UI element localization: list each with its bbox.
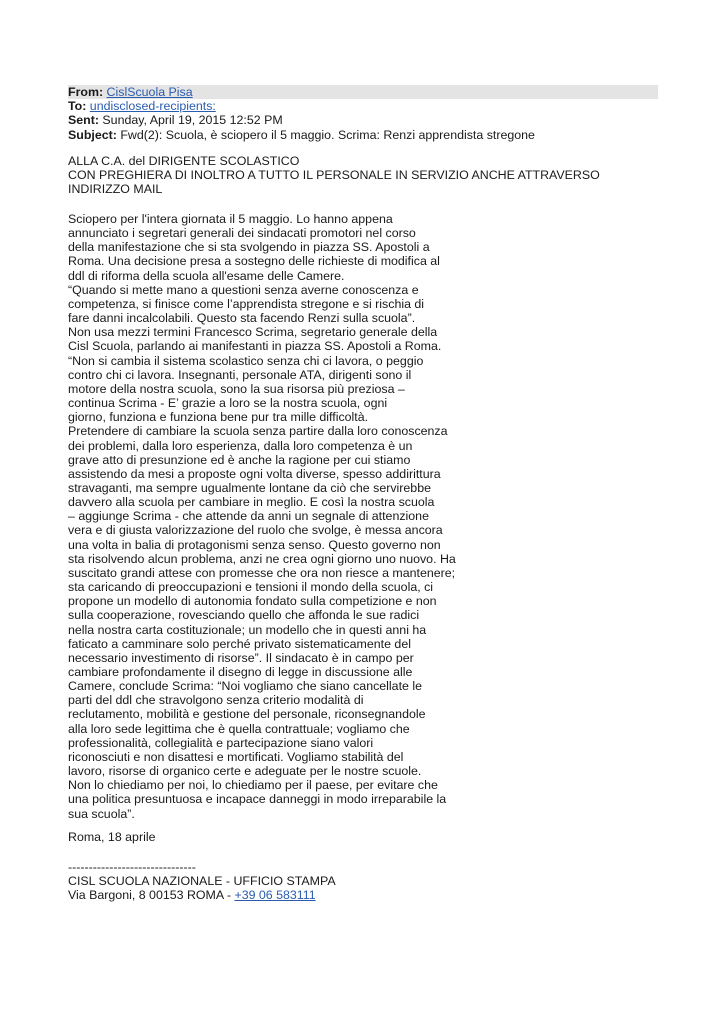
body-line: della manifestazione che si sta svolgendo in piazza SS. Apostoli a bbox=[68, 240, 430, 255]
body-line: contro chi ci lavora. Insegnanti, personale ATA, dirigenti sono il bbox=[68, 367, 412, 382]
body-line: necessario investimento di risorse”. Il sindacato è in campo per bbox=[68, 650, 414, 665]
body-line: suscitato grandi attese con promesse che ora non riesce a mantenere; bbox=[68, 565, 456, 580]
body-line: Camere, conclude Scrima: “Noi vogliamo che siano cancellate le bbox=[68, 679, 422, 694]
notice-line: CON PREGHIERA DI INOLTRO A TUTTO IL PERSONALE IN SERVIZIO ANCHE ATTRAVERSO bbox=[68, 168, 600, 183]
message-body bbox=[68, 212, 468, 821]
to-label: To: bbox=[68, 99, 90, 114]
body-line: una politica presuntuosa e incapace danneggi in modo irreparabile la bbox=[68, 792, 447, 807]
to-row bbox=[68, 99, 658, 113]
signature-address-row bbox=[68, 888, 336, 902]
body-line: vera e di giusta valorizzazione del ruolo che svolge, è messa ancora bbox=[68, 523, 443, 538]
from-row bbox=[68, 85, 658, 99]
sent-row bbox=[68, 113, 658, 127]
body-line: giorno, funziona e funziona bene pur tra mille difficoltà. bbox=[68, 410, 369, 425]
body-line: nella nostra carta costituzionale; un modello che in questi anni ha bbox=[68, 622, 427, 637]
body-line: una volta in balia di protagonismi senza senso. Questo governo non bbox=[68, 537, 441, 552]
notice-block bbox=[68, 154, 668, 197]
body-line: Cisl Scuola, parlando ai manifestanti in piazza SS. Apostoli a Roma. bbox=[68, 339, 442, 354]
body-line: riconosciuti e non disattesi e mortificati. Vogliamo stabilità del bbox=[68, 749, 404, 764]
body-line: – aggiunge Scrima - che attende da anni un segnale di attenzione bbox=[68, 509, 429, 524]
body-line: motore della nostra scuola, sono la sua risorsa più preziosa – bbox=[68, 381, 405, 396]
body-line: dei problemi, dalla loro esperienza, dalla loro competenza è un bbox=[68, 438, 413, 453]
body-line: propone un modello di autonomia fondato sulla competizione e non bbox=[68, 594, 437, 609]
to-link[interactable]: undisclosed-recipients: bbox=[89, 99, 216, 114]
body-line: Non lo chiediamo per noi, lo chiediamo per il paese, per evitare che bbox=[68, 778, 438, 793]
body-line: faticato a camminare solo perché privato sistematicamente del bbox=[68, 636, 411, 651]
body-line: Sciopero per l'intera giornata il 5 maggio. Lo hanno appena bbox=[68, 212, 393, 226]
body-line: davvero alla scuola per cambiare in meglio. E così la nostra scuola bbox=[68, 495, 435, 510]
body-line: “Quando si mette mano a questioni senza averne conoscenza e bbox=[68, 282, 419, 297]
body-line: grave atto di presunzione ed è anche la ragione per cui stiamo bbox=[68, 452, 411, 467]
sent-value: Sunday, April 19, 2015 12:52 PM bbox=[102, 113, 283, 128]
body-line: Pretendere di cambiare la scuola senza partire dalla loro conoscenza bbox=[68, 424, 448, 439]
notice-line: INDIRIZZO MAIL bbox=[68, 182, 163, 197]
body-line: reclutamento, mobilità e gestione del personale, riconsegnandole bbox=[68, 707, 426, 722]
body-line: professionalità, collegialità e partecipazione siano valori bbox=[68, 735, 374, 750]
signature-address: Via Bargoni, 8 00153 ROMA - bbox=[68, 888, 235, 903]
body-line: annunciato i segretari generali dei sindacati promotori nel corso bbox=[68, 226, 416, 241]
email-header bbox=[68, 85, 658, 142]
signature-org: CISL SCUOLA NAZIONALE - UFFICIO STAMPA bbox=[68, 874, 336, 889]
subject-row bbox=[68, 128, 658, 142]
body-line: ddl di riforma della scuola all'esame delle Camere. bbox=[68, 268, 345, 283]
body-line: competenza, si finisce come l’apprendista stregone e si rischia di bbox=[68, 296, 425, 311]
body-line: continua Scrima - E’ grazie a loro se la nostra scuola, ogni bbox=[68, 396, 388, 411]
phone-link[interactable]: +39 06 583111 bbox=[234, 888, 316, 903]
signature-footer bbox=[68, 860, 336, 903]
body-line: Non usa mezzi termini Francesco Scrima, segretario generale della bbox=[68, 325, 438, 340]
sent-label: Sent: bbox=[68, 113, 103, 128]
body-line: sua scuola”. bbox=[68, 806, 135, 821]
body-line: cambiare profondamente il disegno di legge in discussione alle bbox=[68, 665, 413, 679]
notice-line: ALLA C.A. del DIRIGENTE SCOLASTICO bbox=[68, 154, 300, 168]
body-line: sulla cooperazione, rovesciando quello che affonda le sue radici bbox=[68, 608, 420, 623]
closing-date: Roma, 18 aprile bbox=[68, 830, 156, 844]
body-line: parti del ddl che stravolgono senza criterio modalità di bbox=[68, 693, 364, 708]
body-line: sta risolvendo alcun problema, anzi ne crea ogni giorno uno nuovo. Ha bbox=[68, 551, 456, 566]
body-line: assistendo da mesi a proposte ogni volta diverse, spesso addirittura bbox=[68, 466, 441, 481]
body-line: Roma. Una decisione presa a sostegno delle richieste di modifica al bbox=[68, 254, 440, 269]
subject-value: Fwd(2): Scuola, è sciopero il 5 maggio. Scrima: Renzi apprendista stregone bbox=[120, 127, 535, 142]
signature-separator: ------------------------------- bbox=[68, 860, 196, 874]
body-line: stravaganti, ma sempre ugualmente lontane da ciò che servirebbe bbox=[68, 480, 431, 495]
body-line: alla loro sede legittima che è quella contrattuale; vogliamo che bbox=[68, 721, 410, 736]
from-link[interactable]: CislScuola Pisa bbox=[106, 85, 193, 99]
body-line: sta caricando di preoccupazioni e tensioni il mondo della scuola, ci bbox=[68, 580, 434, 595]
subject-label: Subject: bbox=[68, 127, 121, 142]
body-line: lavoro, risorse di organico certe e adeguate per le nostre scuole. bbox=[68, 764, 422, 779]
body-line: fare danni incalcolabili. Questo sta facendo Renzi sulla scuola”. bbox=[68, 311, 416, 326]
from-label: From: bbox=[68, 85, 107, 99]
body-line: “Non si cambia il sistema scolastico senza chi ci lavora, o peggio bbox=[68, 353, 424, 368]
